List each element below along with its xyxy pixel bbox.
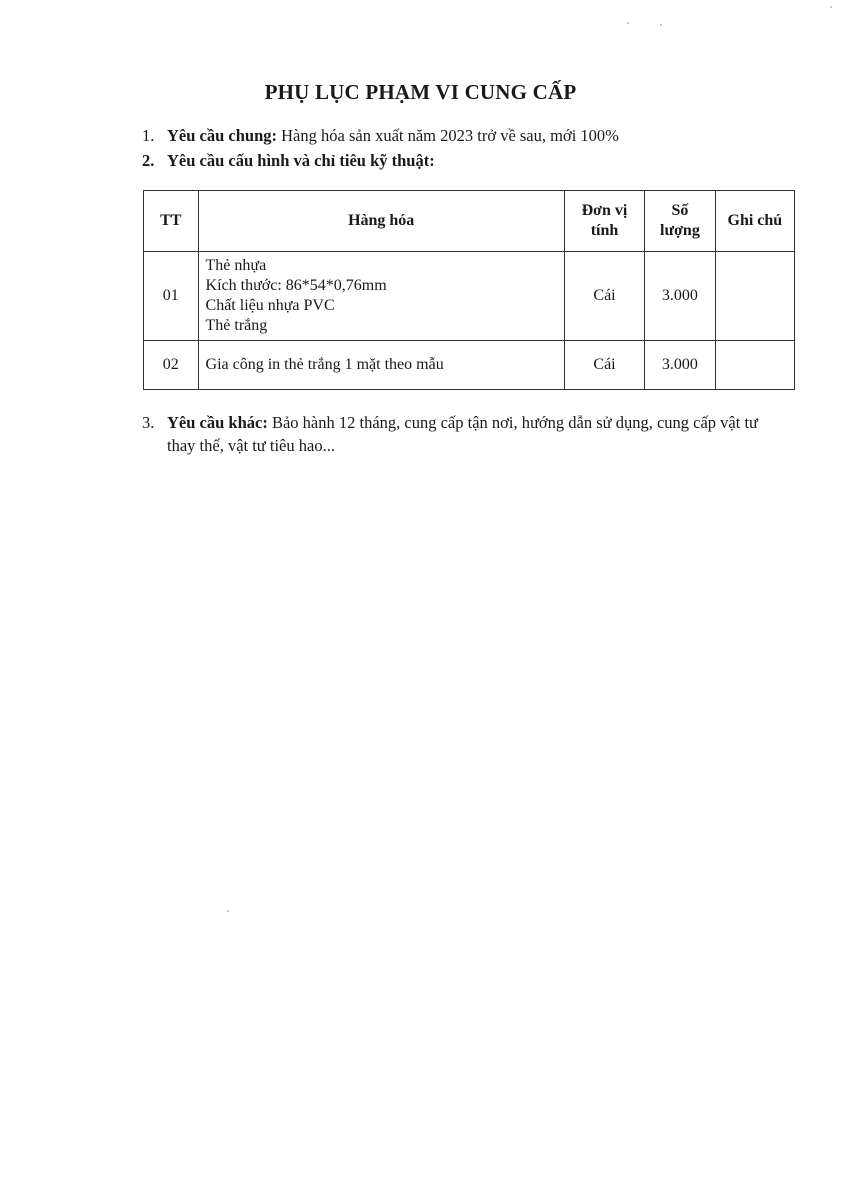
header-unit — [564, 191, 644, 252]
header-tt: TT — [144, 191, 199, 252]
requirement-other — [142, 411, 782, 457]
cell-qty: 3.000 — [645, 252, 716, 341]
requirement-number: 1. — [142, 126, 155, 145]
header-goods: Hàng hóa — [198, 191, 564, 252]
cell-unit: Cái — [564, 341, 644, 390]
requirement-general — [142, 124, 619, 147]
cell-qty: 3.000 — [645, 341, 716, 390]
cell-note — [715, 252, 794, 341]
specification-table — [143, 190, 795, 390]
goods-line: Gia công in thẻ trắng 1 mặt theo mẫu — [205, 356, 444, 373]
cell-unit: Cái — [564, 252, 644, 341]
scan-speck — [227, 910, 229, 912]
requirement-config — [142, 149, 435, 172]
goods-line: Thẻ trắng — [205, 317, 268, 334]
goods-line: Chất liệu nhựa PVC — [205, 297, 335, 314]
requirement-number: 3. — [142, 413, 155, 432]
goods-line: Kích thước: 86*54*0,76mm — [205, 277, 387, 294]
document-title: PHỤ LỤC PHẠM VI CUNG CẤP — [264, 80, 577, 104]
table-row — [144, 341, 795, 390]
requirement-label: Yêu cầu khác: — [167, 413, 268, 432]
header-note: Ghi chú — [715, 191, 794, 252]
header-unit-line2: tính — [590, 222, 619, 239]
cell-goods — [198, 341, 564, 390]
scan-speck — [830, 6, 832, 8]
scan-speck — [627, 22, 629, 24]
table-row — [144, 252, 795, 341]
header-qty — [645, 191, 716, 252]
goods-line: Thẻ nhựa — [205, 257, 267, 274]
cell-tt: 02 — [144, 341, 199, 390]
requirement-text: Hàng hóa sản xuất năm 2023 trở về sau, mới 100% — [277, 126, 619, 145]
cell-tt: 01 — [144, 252, 199, 341]
header-qty-line2: lượng — [660, 222, 700, 239]
requirement-text: Bảo hành 12 tháng, cung cấp tận nơi, hướng dẫn sử dụng, cung cấp vật tư thay thế, vật tư tiêu hao... — [167, 413, 758, 455]
requirement-number: 2. — [142, 151, 155, 170]
cell-goods — [198, 252, 564, 341]
requirement-label: Yêu cầu chung: — [167, 126, 278, 145]
requirement-label: Yêu cầu cấu hình và chỉ tiêu kỹ thuật: — [167, 151, 435, 170]
requirement-body — [167, 411, 777, 457]
table-header-row — [144, 191, 795, 252]
cell-note — [715, 341, 794, 390]
header-unit-line1: Đơn vị — [581, 202, 628, 219]
scan-speck — [660, 24, 662, 26]
header-qty-line1: Số — [671, 202, 689, 219]
